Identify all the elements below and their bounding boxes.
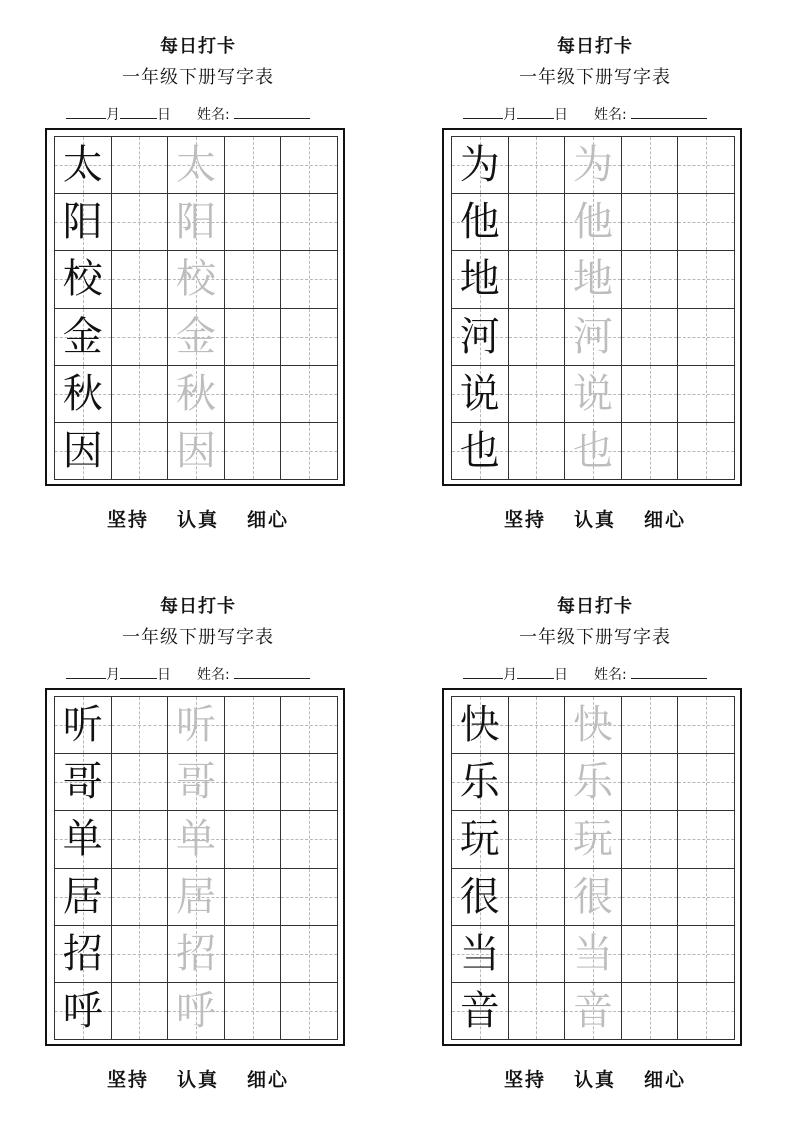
practice-cell[interactable] bbox=[678, 194, 735, 251]
writing-grid-frame bbox=[442, 128, 742, 486]
date-name-line bbox=[66, 664, 310, 684]
practice-cell[interactable] bbox=[509, 926, 566, 983]
trace-character-cell bbox=[168, 983, 225, 1040]
practice-cell[interactable] bbox=[225, 309, 282, 366]
practice-cell[interactable] bbox=[622, 309, 679, 366]
practice-cell[interactable] bbox=[281, 926, 338, 983]
worksheet-subtitle: 一年级下册写字表 bbox=[122, 627, 274, 648]
model-character-cell bbox=[452, 926, 509, 983]
practice-cell[interactable] bbox=[622, 926, 679, 983]
practice-cell[interactable] bbox=[225, 983, 282, 1040]
trace-character-cell bbox=[168, 194, 225, 251]
practice-cell[interactable] bbox=[281, 309, 338, 366]
model-character: 他 bbox=[459, 199, 500, 246]
trace-character-cell bbox=[565, 137, 622, 194]
trace-character: 说 bbox=[572, 370, 613, 417]
practice-cell[interactable] bbox=[281, 697, 338, 754]
trace-character: 秋 bbox=[175, 370, 216, 417]
practice-cell[interactable] bbox=[281, 423, 338, 480]
practice-cell[interactable] bbox=[112, 423, 169, 480]
practice-cell[interactable] bbox=[112, 754, 169, 811]
model-character: 哥 bbox=[62, 759, 103, 806]
model-character-cell bbox=[55, 423, 112, 480]
trace-character-cell bbox=[168, 754, 225, 811]
motto-careful: 认真 bbox=[573, 509, 616, 531]
practice-cell[interactable] bbox=[678, 754, 735, 811]
motto-persist: 坚持 bbox=[106, 509, 149, 531]
practice-cell[interactable] bbox=[509, 811, 566, 868]
practice-cell[interactable] bbox=[622, 869, 679, 926]
trace-character-cell bbox=[168, 869, 225, 926]
month-label: 月 bbox=[106, 667, 120, 683]
trace-character: 乐 bbox=[572, 759, 613, 806]
trace-character-cell bbox=[565, 423, 622, 480]
trace-character: 河 bbox=[572, 313, 613, 360]
motto-attentive: 细心 bbox=[644, 1069, 687, 1091]
model-character: 因 bbox=[62, 427, 103, 474]
practice-cell[interactable] bbox=[225, 811, 282, 868]
month-blank[interactable] bbox=[463, 106, 503, 119]
trace-character-cell bbox=[565, 309, 622, 366]
daily-checkin-title: 每日打卡 bbox=[160, 36, 236, 57]
model-character-cell bbox=[55, 926, 112, 983]
practice-cell[interactable] bbox=[225, 366, 282, 423]
day-label: 日 bbox=[157, 107, 171, 123]
month-label: 月 bbox=[503, 667, 517, 683]
practice-cell[interactable] bbox=[509, 251, 566, 308]
model-character-cell bbox=[55, 194, 112, 251]
model-character: 招 bbox=[62, 930, 103, 977]
practice-cell[interactable] bbox=[112, 697, 169, 754]
trace-character-cell bbox=[565, 811, 622, 868]
practice-cell[interactable] bbox=[678, 366, 735, 423]
practice-cell[interactable] bbox=[678, 926, 735, 983]
trace-character: 音 bbox=[572, 987, 613, 1034]
model-character: 金 bbox=[62, 313, 103, 360]
motto bbox=[425, 505, 765, 532]
model-character-cell bbox=[452, 194, 509, 251]
practice-cell[interactable] bbox=[225, 137, 282, 194]
practice-card bbox=[28, 590, 368, 1110]
motto-careful: 认真 bbox=[176, 509, 219, 531]
practice-cell[interactable] bbox=[509, 983, 566, 1040]
practice-card bbox=[28, 30, 368, 550]
trace-character-cell bbox=[168, 366, 225, 423]
practice-cell[interactable] bbox=[281, 869, 338, 926]
month-label: 月 bbox=[503, 107, 517, 123]
practice-cell[interactable] bbox=[225, 194, 282, 251]
practice-cell[interactable] bbox=[112, 309, 169, 366]
model-character-cell bbox=[452, 423, 509, 480]
trace-character-cell bbox=[168, 251, 225, 308]
date-name-line bbox=[66, 104, 310, 124]
model-character: 呼 bbox=[62, 987, 103, 1034]
trace-character-cell bbox=[565, 697, 622, 754]
practice-cell[interactable] bbox=[678, 869, 735, 926]
practice-cell[interactable] bbox=[678, 697, 735, 754]
model-character: 为 bbox=[459, 142, 500, 189]
model-character: 玩 bbox=[459, 816, 500, 863]
trace-character: 因 bbox=[175, 427, 216, 474]
practice-cell[interactable] bbox=[225, 754, 282, 811]
practice-cell[interactable] bbox=[509, 423, 566, 480]
practice-cell[interactable] bbox=[112, 251, 169, 308]
model-character-cell bbox=[452, 811, 509, 868]
model-character: 当 bbox=[459, 930, 500, 977]
trace-character-cell bbox=[168, 423, 225, 480]
model-character-cell bbox=[452, 309, 509, 366]
trace-character: 太 bbox=[175, 142, 216, 189]
motto-attentive: 细心 bbox=[247, 1069, 290, 1091]
trace-character-cell bbox=[565, 754, 622, 811]
model-character: 校 bbox=[62, 256, 103, 303]
writing-grid bbox=[54, 136, 338, 480]
model-character-cell bbox=[452, 137, 509, 194]
practice-cell[interactable] bbox=[225, 869, 282, 926]
writing-grid bbox=[451, 136, 735, 480]
name-blank[interactable] bbox=[234, 666, 310, 679]
model-character: 也 bbox=[459, 427, 500, 474]
model-character: 听 bbox=[62, 702, 103, 749]
practice-cell[interactable] bbox=[281, 251, 338, 308]
month-label: 月 bbox=[106, 107, 120, 123]
practice-cell[interactable] bbox=[622, 423, 679, 480]
practice-cell[interactable] bbox=[509, 869, 566, 926]
trace-character: 很 bbox=[572, 873, 613, 920]
practice-cell[interactable] bbox=[622, 366, 679, 423]
motto bbox=[425, 1065, 765, 1092]
practice-cell[interactable] bbox=[678, 811, 735, 868]
practice-cell[interactable] bbox=[678, 137, 735, 194]
practice-cell[interactable] bbox=[509, 366, 566, 423]
trace-character: 呼 bbox=[175, 987, 216, 1034]
practice-cell[interactable] bbox=[622, 251, 679, 308]
trace-character-cell bbox=[565, 869, 622, 926]
name-label: 姓名: bbox=[197, 107, 230, 123]
month-blank[interactable] bbox=[66, 666, 106, 679]
model-character-cell bbox=[55, 983, 112, 1040]
motto-persist: 坚持 bbox=[106, 1069, 149, 1091]
practice-cell[interactable] bbox=[509, 137, 566, 194]
model-character-cell bbox=[452, 251, 509, 308]
practice-cell[interactable] bbox=[622, 137, 679, 194]
trace-character: 招 bbox=[175, 930, 216, 977]
model-character-cell bbox=[452, 366, 509, 423]
worksheet-subtitle: 一年级下册写字表 bbox=[122, 67, 274, 88]
practice-cell[interactable] bbox=[112, 137, 169, 194]
practice-cell[interactable] bbox=[112, 926, 169, 983]
day-label: 日 bbox=[554, 667, 568, 683]
motto bbox=[28, 505, 368, 532]
model-character-cell bbox=[452, 697, 509, 754]
practice-cell[interactable] bbox=[112, 983, 169, 1040]
motto bbox=[28, 1065, 368, 1092]
month-blank[interactable] bbox=[463, 666, 503, 679]
trace-character: 哥 bbox=[175, 759, 216, 806]
practice-cell[interactable] bbox=[509, 194, 566, 251]
name-blank[interactable] bbox=[234, 106, 310, 119]
model-character: 地 bbox=[459, 256, 500, 303]
practice-cell[interactable] bbox=[112, 811, 169, 868]
model-character-cell bbox=[55, 697, 112, 754]
motto-attentive: 细心 bbox=[247, 509, 290, 531]
model-character: 很 bbox=[459, 873, 500, 920]
practice-cell[interactable] bbox=[509, 697, 566, 754]
trace-character: 他 bbox=[572, 199, 613, 246]
practice-cell[interactable] bbox=[622, 194, 679, 251]
practice-cell[interactable] bbox=[225, 926, 282, 983]
trace-character: 当 bbox=[572, 930, 613, 977]
model-character-cell bbox=[55, 137, 112, 194]
practice-cell[interactable] bbox=[112, 869, 169, 926]
model-character-cell bbox=[55, 754, 112, 811]
day-blank[interactable] bbox=[120, 106, 157, 119]
trace-character-cell bbox=[168, 926, 225, 983]
trace-character-cell bbox=[168, 309, 225, 366]
name-label: 姓名: bbox=[594, 667, 627, 683]
trace-character-cell bbox=[565, 366, 622, 423]
practice-cell[interactable] bbox=[622, 754, 679, 811]
model-character: 单 bbox=[62, 816, 103, 863]
writing-grid bbox=[54, 696, 338, 1040]
day-label: 日 bbox=[554, 107, 568, 123]
trace-character: 地 bbox=[572, 256, 613, 303]
name-blank[interactable] bbox=[631, 106, 707, 119]
model-character: 太 bbox=[62, 142, 103, 189]
model-character-cell bbox=[55, 811, 112, 868]
worksheet-subtitle: 一年级下册写字表 bbox=[519, 67, 671, 88]
trace-character: 阳 bbox=[175, 199, 216, 246]
writing-grid-frame bbox=[45, 688, 345, 1046]
trace-character-cell bbox=[168, 137, 225, 194]
writing-grid-frame bbox=[45, 128, 345, 486]
model-character: 快 bbox=[459, 702, 500, 749]
model-character-cell bbox=[55, 251, 112, 308]
trace-character: 居 bbox=[175, 873, 216, 920]
name-label: 姓名: bbox=[594, 107, 627, 123]
practice-cell[interactable] bbox=[678, 983, 735, 1040]
trace-character-cell bbox=[565, 194, 622, 251]
motto-persist: 坚持 bbox=[503, 509, 546, 531]
trace-character-cell bbox=[565, 983, 622, 1040]
trace-character: 听 bbox=[175, 702, 216, 749]
practice-cell[interactable] bbox=[622, 983, 679, 1040]
trace-character: 校 bbox=[175, 256, 216, 303]
model-character: 河 bbox=[459, 313, 500, 360]
day-blank[interactable] bbox=[120, 666, 157, 679]
trace-character-cell bbox=[168, 697, 225, 754]
model-character: 阳 bbox=[62, 199, 103, 246]
practice-cell[interactable] bbox=[509, 754, 566, 811]
model-character: 乐 bbox=[459, 759, 500, 806]
trace-character-cell bbox=[565, 926, 622, 983]
motto-careful: 认真 bbox=[573, 1069, 616, 1091]
model-character: 秋 bbox=[62, 370, 103, 417]
trace-character: 快 bbox=[572, 702, 613, 749]
trace-character: 也 bbox=[572, 427, 613, 474]
practice-card bbox=[425, 590, 765, 1110]
model-character-cell bbox=[452, 754, 509, 811]
practice-cell[interactable] bbox=[225, 423, 282, 480]
model-character-cell bbox=[55, 869, 112, 926]
practice-cell[interactable] bbox=[281, 194, 338, 251]
model-character-cell bbox=[55, 366, 112, 423]
writing-grid-frame bbox=[442, 688, 742, 1046]
day-label: 日 bbox=[157, 667, 171, 683]
trace-character: 单 bbox=[175, 816, 216, 863]
practice-cell[interactable] bbox=[622, 697, 679, 754]
practice-cell[interactable] bbox=[281, 366, 338, 423]
practice-cell[interactable] bbox=[225, 251, 282, 308]
practice-cell[interactable] bbox=[622, 811, 679, 868]
practice-cell[interactable] bbox=[281, 811, 338, 868]
practice-cell[interactable] bbox=[281, 754, 338, 811]
motto-attentive: 细心 bbox=[644, 509, 687, 531]
daily-checkin-title: 每日打卡 bbox=[160, 596, 236, 617]
daily-checkin-title: 每日打卡 bbox=[557, 36, 633, 57]
day-blank[interactable] bbox=[517, 666, 554, 679]
practice-cell[interactable] bbox=[678, 309, 735, 366]
practice-cell[interactable] bbox=[112, 194, 169, 251]
month-blank[interactable] bbox=[66, 106, 106, 119]
name-blank[interactable] bbox=[631, 666, 707, 679]
practice-cell[interactable] bbox=[678, 251, 735, 308]
practice-cell[interactable] bbox=[112, 366, 169, 423]
practice-cell[interactable] bbox=[281, 983, 338, 1040]
worksheet-subtitle: 一年级下册写字表 bbox=[519, 627, 671, 648]
practice-cell[interactable] bbox=[281, 137, 338, 194]
practice-cell[interactable] bbox=[225, 697, 282, 754]
motto-careful: 认真 bbox=[176, 1069, 219, 1091]
model-character-cell bbox=[55, 309, 112, 366]
practice-cell[interactable] bbox=[678, 423, 735, 480]
model-character: 音 bbox=[459, 987, 500, 1034]
model-character: 居 bbox=[62, 873, 103, 920]
trace-character-cell bbox=[565, 251, 622, 308]
model-character-cell bbox=[452, 869, 509, 926]
name-label: 姓名: bbox=[197, 667, 230, 683]
model-character: 说 bbox=[459, 370, 500, 417]
trace-character: 金 bbox=[175, 313, 216, 360]
date-name-line bbox=[463, 664, 707, 684]
model-character-cell bbox=[452, 983, 509, 1040]
writing-grid bbox=[451, 696, 735, 1040]
motto-persist: 坚持 bbox=[503, 1069, 546, 1091]
daily-checkin-title: 每日打卡 bbox=[557, 596, 633, 617]
trace-character: 玩 bbox=[572, 816, 613, 863]
practice-cell[interactable] bbox=[509, 309, 566, 366]
practice-card bbox=[425, 30, 765, 550]
trace-character-cell bbox=[168, 811, 225, 868]
date-name-line bbox=[463, 104, 707, 124]
trace-character: 为 bbox=[572, 142, 613, 189]
day-blank[interactable] bbox=[517, 106, 554, 119]
